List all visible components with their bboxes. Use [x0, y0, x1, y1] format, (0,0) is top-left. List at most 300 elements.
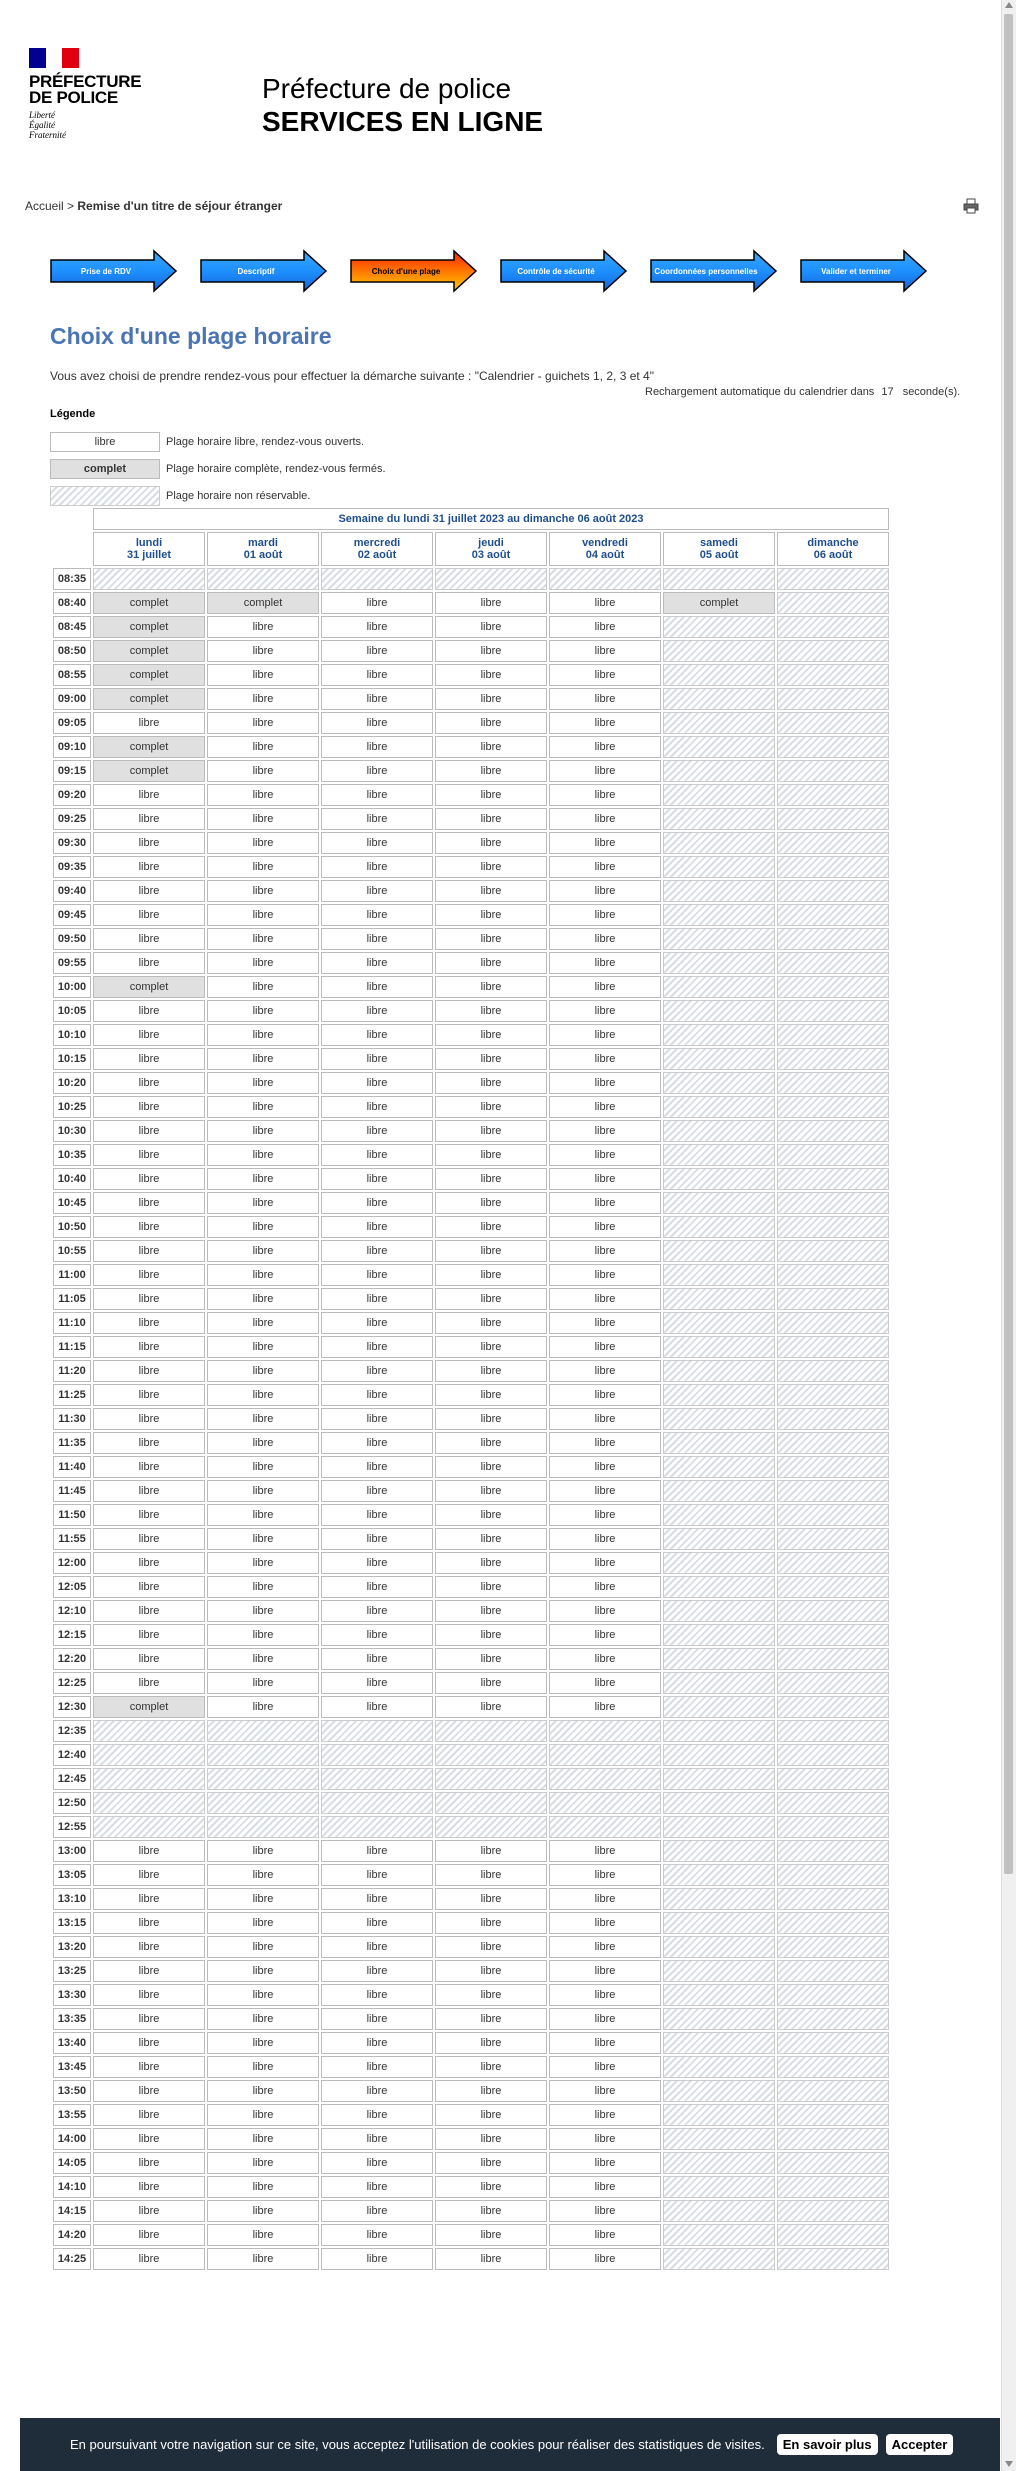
slot-libre[interactable]: libre [93, 1576, 205, 1598]
slot-libre[interactable]: libre [93, 1072, 205, 1094]
slot-libre[interactable]: libre [207, 1936, 319, 1958]
slot-libre[interactable]: libre [549, 808, 661, 830]
slot-libre[interactable]: libre [435, 1432, 547, 1454]
slot-libre[interactable]: libre [207, 1360, 319, 1382]
slot-libre[interactable]: libre [321, 1552, 433, 1574]
slot-libre[interactable]: libre [435, 616, 547, 638]
slot-libre[interactable]: libre [435, 2080, 547, 2102]
slot-libre[interactable]: libre [207, 2152, 319, 2174]
slot-libre[interactable]: libre [435, 1600, 547, 1622]
slot-libre[interactable]: libre [93, 1408, 205, 1430]
slot-libre[interactable]: libre [207, 2104, 319, 2126]
slot-libre[interactable]: libre [549, 640, 661, 662]
slot-libre[interactable]: libre [549, 1600, 661, 1622]
slot-libre[interactable]: libre [435, 1936, 547, 1958]
slot-libre[interactable]: libre [549, 760, 661, 782]
slot-libre[interactable]: libre [207, 1480, 319, 1502]
slot-libre[interactable]: libre [321, 1264, 433, 1286]
slot-libre[interactable]: libre [549, 832, 661, 854]
slot-libre[interactable]: libre [549, 1456, 661, 1478]
slot-libre[interactable]: libre [435, 1360, 547, 1382]
slot-libre[interactable]: libre [321, 1384, 433, 1406]
slot-libre[interactable]: libre [93, 880, 205, 902]
slot-libre[interactable]: libre [207, 2128, 319, 2150]
slot-libre[interactable]: libre [435, 1840, 547, 1862]
slot-libre[interactable]: libre [549, 1264, 661, 1286]
slot-libre[interactable]: libre [435, 1864, 547, 1886]
slot-libre[interactable]: libre [549, 1696, 661, 1718]
slot-libre[interactable]: libre [435, 736, 547, 758]
slot-libre[interactable]: libre [93, 832, 205, 854]
slot-libre[interactable]: libre [321, 1888, 433, 1910]
slot-libre[interactable]: libre [549, 1360, 661, 1382]
slot-libre[interactable]: libre [93, 1168, 205, 1190]
slot-libre[interactable]: libre [93, 1048, 205, 1070]
slot-libre[interactable]: libre [435, 2248, 547, 2270]
slot-libre[interactable]: libre [549, 688, 661, 710]
slot-libre[interactable]: libre [435, 1384, 547, 1406]
slot-libre[interactable]: libre [549, 2032, 661, 2054]
slot-libre[interactable]: libre [207, 1504, 319, 1526]
slot-libre[interactable]: libre [549, 2128, 661, 2150]
slot-libre[interactable]: libre [207, 976, 319, 998]
slot-libre[interactable]: libre [93, 1624, 205, 1646]
slot-libre[interactable]: libre [321, 856, 433, 878]
slot-libre[interactable]: libre [435, 1696, 547, 1718]
slot-libre[interactable]: libre [207, 1672, 319, 1694]
slot-libre[interactable]: libre [321, 616, 433, 638]
slot-libre[interactable]: libre [321, 1576, 433, 1598]
slot-libre[interactable]: libre [321, 2200, 433, 2222]
slot-libre[interactable]: libre [435, 880, 547, 902]
slot-libre[interactable]: libre [207, 1624, 319, 1646]
slot-libre[interactable]: libre [321, 1480, 433, 1502]
slot-libre[interactable]: libre [435, 1336, 547, 1358]
slot-libre[interactable]: libre [207, 664, 319, 686]
slot-libre[interactable]: libre [93, 784, 205, 806]
slot-libre[interactable]: libre [435, 1648, 547, 1670]
slot-libre[interactable]: libre [435, 904, 547, 926]
slot-libre[interactable]: libre [321, 2224, 433, 2246]
slot-libre[interactable]: libre [93, 1504, 205, 1526]
slot-libre[interactable]: libre [321, 1168, 433, 1190]
printer-icon[interactable] [963, 198, 979, 214]
slot-libre[interactable]: libre [207, 1528, 319, 1550]
slot-libre[interactable]: libre [321, 1072, 433, 1094]
slot-libre[interactable]: libre [93, 1384, 205, 1406]
slot-libre[interactable]: libre [321, 1120, 433, 1142]
slot-libre[interactable]: libre [435, 1264, 547, 1286]
slot-libre[interactable]: libre [207, 712, 319, 734]
slot-libre[interactable]: libre [321, 2080, 433, 2102]
slot-libre[interactable]: libre [435, 928, 547, 950]
slot-libre[interactable]: libre [207, 2008, 319, 2030]
slot-libre[interactable]: libre [93, 2056, 205, 2078]
slot-libre[interactable]: libre [207, 1384, 319, 1406]
slot-libre[interactable]: libre [321, 1960, 433, 1982]
slot-libre[interactable]: libre [549, 1648, 661, 1670]
slot-libre[interactable]: libre [549, 664, 661, 686]
slot-libre[interactable]: libre [549, 1984, 661, 2006]
slot-libre[interactable]: libre [321, 976, 433, 998]
slot-libre[interactable]: libre [435, 2152, 547, 2174]
slot-libre[interactable]: libre [93, 1240, 205, 1262]
slot-libre[interactable]: libre [207, 880, 319, 902]
slot-libre[interactable]: libre [435, 784, 547, 806]
slot-libre[interactable]: libre [435, 2056, 547, 2078]
slot-libre[interactable]: libre [93, 2080, 205, 2102]
slot-libre[interactable]: libre [549, 1432, 661, 1454]
slot-libre[interactable]: libre [207, 688, 319, 710]
slot-libre[interactable]: libre [435, 1288, 547, 1310]
slot-libre[interactable]: libre [93, 2008, 205, 2030]
slot-libre[interactable]: libre [93, 2104, 205, 2126]
slot-libre[interactable]: libre [207, 616, 319, 638]
slot-libre[interactable]: libre [93, 1264, 205, 1286]
slot-libre[interactable]: libre [435, 2176, 547, 2198]
slot-libre[interactable]: libre [549, 1912, 661, 1934]
scroll-down-arrow-icon[interactable] [1005, 2461, 1013, 2467]
slot-libre[interactable]: libre [93, 1336, 205, 1358]
slot-libre[interactable]: libre [207, 1048, 319, 1070]
slot-libre[interactable]: libre [207, 1120, 319, 1142]
slot-libre[interactable]: libre [321, 2248, 433, 2270]
slot-libre[interactable]: libre [207, 1264, 319, 1286]
slot-libre[interactable]: libre [435, 2032, 547, 2054]
slot-libre[interactable]: libre [549, 2152, 661, 2174]
slot-libre[interactable]: libre [549, 1288, 661, 1310]
slot-libre[interactable]: libre [207, 1192, 319, 1214]
slot-libre[interactable]: libre [321, 1240, 433, 1262]
slot-libre[interactable]: libre [435, 856, 547, 878]
slot-libre[interactable]: libre [93, 1840, 205, 1862]
slot-libre[interactable]: libre [207, 1696, 319, 1718]
slot-libre[interactable]: libre [549, 2080, 661, 2102]
slot-libre[interactable]: libre [207, 1600, 319, 1622]
slot-libre[interactable]: libre [549, 856, 661, 878]
slot-libre[interactable]: libre [321, 1216, 433, 1238]
slot-libre[interactable]: libre [93, 1216, 205, 1238]
slot-libre[interactable]: libre [207, 2032, 319, 2054]
slot-libre[interactable]: libre [321, 808, 433, 830]
slot-libre[interactable]: libre [549, 1024, 661, 1046]
slot-libre[interactable]: libre [549, 1936, 661, 1958]
slot-libre[interactable]: libre [549, 1336, 661, 1358]
slot-libre[interactable]: libre [435, 1888, 547, 1910]
slot-libre[interactable]: libre [93, 1864, 205, 1886]
accept-cookies-button[interactable]: Accepter [886, 2434, 954, 2455]
slot-libre[interactable]: libre [321, 1288, 433, 1310]
slot-libre[interactable]: libre [549, 2008, 661, 2030]
slot-libre[interactable]: libre [435, 1072, 547, 1094]
slot-libre[interactable]: libre [549, 1504, 661, 1526]
slot-libre[interactable]: libre [93, 1144, 205, 1166]
slot-libre[interactable]: libre [321, 688, 433, 710]
slot-libre[interactable]: libre [549, 1192, 661, 1214]
slot-libre[interactable]: libre [435, 1240, 547, 1262]
slot-libre[interactable]: libre [321, 904, 433, 926]
slot-libre[interactable]: libre [207, 2224, 319, 2246]
slot-libre[interactable]: libre [321, 2176, 433, 2198]
slot-libre[interactable]: libre [549, 2200, 661, 2222]
slot-libre[interactable]: libre [549, 2176, 661, 2198]
slot-libre[interactable]: libre [435, 1408, 547, 1430]
slot-libre[interactable]: libre [93, 1984, 205, 2006]
slot-libre[interactable]: libre [321, 1024, 433, 1046]
slot-libre[interactable]: libre [207, 736, 319, 758]
slot-libre[interactable]: libre [321, 664, 433, 686]
step-5[interactable] [650, 249, 778, 293]
slot-libre[interactable]: libre [93, 1096, 205, 1118]
slot-libre[interactable]: libre [435, 1048, 547, 1070]
slot-libre[interactable]: libre [207, 1000, 319, 1022]
slot-libre[interactable]: libre [207, 952, 319, 974]
slot-libre[interactable]: libre [435, 1456, 547, 1478]
slot-libre[interactable]: libre [321, 2008, 433, 2030]
slot-libre[interactable]: libre [321, 1528, 433, 1550]
slot-libre[interactable]: libre [207, 856, 319, 878]
step-4[interactable] [500, 249, 628, 293]
slot-libre[interactable]: libre [321, 1648, 433, 1670]
slot-libre[interactable]: libre [93, 856, 205, 878]
prefecture-logo[interactable] [29, 48, 149, 140]
slot-libre[interactable]: libre [549, 736, 661, 758]
slot-libre[interactable]: libre [321, 1864, 433, 1886]
slot-libre[interactable]: libre [549, 2056, 661, 2078]
slot-libre[interactable]: libre [321, 2152, 433, 2174]
slot-libre[interactable]: libre [321, 1096, 433, 1118]
slot-libre[interactable]: libre [93, 2152, 205, 2174]
slot-libre[interactable]: libre [435, 976, 547, 998]
slot-libre[interactable]: libre [549, 1672, 661, 1694]
slot-libre[interactable]: libre [435, 1144, 547, 1166]
slot-libre[interactable]: libre [549, 1864, 661, 1886]
slot-libre[interactable]: libre [207, 1888, 319, 1910]
slot-libre[interactable]: libre [93, 2200, 205, 2222]
slot-libre[interactable]: libre [321, 1000, 433, 1022]
slot-libre[interactable]: libre [93, 1528, 205, 1550]
slot-libre[interactable]: libre [207, 2056, 319, 2078]
slot-libre[interactable]: libre [93, 1120, 205, 1142]
slot-libre[interactable]: libre [207, 1984, 319, 2006]
slot-libre[interactable]: libre [549, 1240, 661, 1262]
slot-libre[interactable]: libre [321, 1672, 433, 1694]
slot-libre[interactable]: libre [549, 952, 661, 974]
slot-libre[interactable]: libre [321, 1600, 433, 1622]
slot-libre[interactable]: libre [207, 2200, 319, 2222]
scroll-thumb[interactable] [1004, 14, 1013, 1874]
slot-libre[interactable]: libre [435, 1552, 547, 1574]
slot-libre[interactable]: libre [93, 1312, 205, 1334]
slot-libre[interactable]: libre [93, 2224, 205, 2246]
slot-libre[interactable]: libre [93, 2032, 205, 2054]
slot-libre[interactable]: libre [93, 1888, 205, 1910]
slot-libre[interactable]: libre [435, 1192, 547, 1214]
slot-libre[interactable]: libre [207, 2176, 319, 2198]
slot-libre[interactable]: libre [549, 1480, 661, 1502]
slot-libre[interactable]: libre [549, 1384, 661, 1406]
slot-libre[interactable]: libre [207, 2248, 319, 2270]
slot-libre[interactable]: libre [207, 1864, 319, 1886]
slot-libre[interactable]: libre [435, 808, 547, 830]
slot-libre[interactable]: libre [435, 2224, 547, 2246]
slot-libre[interactable]: libre [435, 688, 547, 710]
slot-libre[interactable]: libre [435, 1960, 547, 1982]
slot-libre[interactable]: libre [549, 880, 661, 902]
slot-libre[interactable]: libre [207, 1408, 319, 1430]
slot-libre[interactable]: libre [321, 880, 433, 902]
slot-libre[interactable]: libre [321, 1312, 433, 1334]
slot-libre[interactable]: libre [321, 1504, 433, 1526]
slot-libre[interactable]: libre [207, 832, 319, 854]
slot-libre[interactable]: libre [207, 1168, 319, 1190]
slot-libre[interactable]: libre [207, 760, 319, 782]
slot-libre[interactable]: libre [549, 2104, 661, 2126]
slot-libre[interactable]: libre [93, 904, 205, 926]
slot-libre[interactable]: libre [321, 2056, 433, 2078]
slot-libre[interactable]: libre [321, 952, 433, 974]
slot-libre[interactable]: libre [93, 1672, 205, 1694]
slot-libre[interactable]: libre [207, 904, 319, 926]
slot-libre[interactable]: libre [93, 1024, 205, 1046]
slot-libre[interactable]: libre [435, 1528, 547, 1550]
slot-libre[interactable]: libre [93, 1288, 205, 1310]
slot-libre[interactable]: libre [93, 1600, 205, 1622]
slot-libre[interactable]: libre [207, 1576, 319, 1598]
slot-libre[interactable]: libre [321, 1840, 433, 1862]
slot-libre[interactable]: libre [435, 760, 547, 782]
slot-libre[interactable]: libre [435, 1984, 547, 2006]
slot-libre[interactable]: libre [321, 784, 433, 806]
slot-libre[interactable]: libre [549, 1048, 661, 1070]
slot-libre[interactable]: libre [435, 1168, 547, 1190]
slot-libre[interactable]: libre [93, 1936, 205, 1958]
slot-libre[interactable]: libre [435, 2104, 547, 2126]
slot-libre[interactable]: libre [321, 1048, 433, 1070]
slot-libre[interactable]: libre [207, 1096, 319, 1118]
slot-libre[interactable]: libre [549, 1216, 661, 1238]
slot-libre[interactable]: libre [321, 760, 433, 782]
slot-libre[interactable]: libre [207, 1312, 319, 1334]
slot-libre[interactable]: libre [207, 784, 319, 806]
slot-libre[interactable]: libre [93, 1360, 205, 1382]
slot-libre[interactable]: libre [435, 1216, 547, 1238]
slot-libre[interactable]: libre [207, 1024, 319, 1046]
slot-libre[interactable]: libre [549, 1528, 661, 1550]
slot-libre[interactable]: libre [207, 1552, 319, 1574]
slot-libre[interactable]: libre [435, 1624, 547, 1646]
slot-libre[interactable]: libre [435, 664, 547, 686]
slot-libre[interactable]: libre [321, 928, 433, 950]
slot-libre[interactable]: libre [321, 832, 433, 854]
slot-libre[interactable]: libre [549, 712, 661, 734]
slot-libre[interactable]: libre [93, 2248, 205, 2270]
slot-libre[interactable]: libre [549, 1408, 661, 1430]
slot-libre[interactable]: libre [435, 1000, 547, 1022]
scroll-up-arrow-icon[interactable] [1005, 2, 1013, 8]
slot-libre[interactable]: libre [93, 2128, 205, 2150]
slot-libre[interactable]: libre [435, 1096, 547, 1118]
slot-libre[interactable]: libre [549, 928, 661, 950]
slot-libre[interactable]: libre [207, 1072, 319, 1094]
slot-libre[interactable]: libre [549, 1552, 661, 1574]
slot-libre[interactable]: libre [207, 2080, 319, 2102]
slot-libre[interactable]: libre [321, 2104, 433, 2126]
slot-libre[interactable]: libre [549, 1168, 661, 1190]
slot-libre[interactable]: libre [321, 1696, 433, 1718]
slot-libre[interactable]: libre [93, 712, 205, 734]
slot-libre[interactable]: libre [435, 712, 547, 734]
slot-libre[interactable]: libre [321, 712, 433, 734]
slot-libre[interactable]: libre [207, 1648, 319, 1670]
slot-libre[interactable]: libre [93, 1960, 205, 1982]
step-6[interactable] [800, 249, 928, 293]
slot-libre[interactable]: libre [435, 952, 547, 974]
slot-libre[interactable]: libre [435, 2128, 547, 2150]
slot-libre[interactable]: libre [435, 1312, 547, 1334]
breadcrumb-home-link[interactable]: Accueil [25, 199, 64, 213]
slot-libre[interactable]: libre [207, 1288, 319, 1310]
slot-libre[interactable]: libre [321, 1624, 433, 1646]
page-scrollbar[interactable] [1001, 0, 1016, 2471]
slot-libre[interactable]: libre [93, 1552, 205, 1574]
slot-libre[interactable]: libre [321, 1408, 433, 1430]
slot-libre[interactable]: libre [207, 1432, 319, 1454]
slot-libre[interactable]: libre [207, 1240, 319, 1262]
slot-libre[interactable]: libre [207, 1336, 319, 1358]
slot-libre[interactable]: libre [207, 1912, 319, 1934]
slot-libre[interactable]: libre [93, 1648, 205, 1670]
slot-libre[interactable]: libre [549, 1000, 661, 1022]
slot-libre[interactable]: libre [207, 1840, 319, 1862]
slot-libre[interactable]: libre [93, 1480, 205, 1502]
slot-libre[interactable]: libre [435, 1504, 547, 1526]
slot-libre[interactable]: libre [549, 2224, 661, 2246]
slot-libre[interactable]: libre [321, 2032, 433, 2054]
slot-libre[interactable]: libre [549, 1576, 661, 1598]
slot-libre[interactable]: libre [435, 1120, 547, 1142]
slot-libre[interactable]: libre [207, 928, 319, 950]
slot-libre[interactable]: libre [435, 1576, 547, 1598]
slot-libre[interactable]: libre [435, 832, 547, 854]
slot-libre[interactable]: libre [321, 1984, 433, 2006]
slot-libre[interactable]: libre [549, 1960, 661, 1982]
slot-libre[interactable]: libre [435, 2200, 547, 2222]
slot-libre[interactable]: libre [93, 928, 205, 950]
slot-libre[interactable]: libre [549, 592, 661, 614]
learn-more-button[interactable]: En savoir plus [777, 2434, 878, 2455]
step-2[interactable] [200, 249, 328, 293]
slot-libre[interactable]: libre [549, 1840, 661, 1862]
slot-libre[interactable]: libre [435, 592, 547, 614]
slot-libre[interactable]: libre [549, 1312, 661, 1334]
slot-libre[interactable]: libre [321, 1192, 433, 1214]
slot-libre[interactable]: libre [549, 1096, 661, 1118]
slot-libre[interactable]: libre [93, 2176, 205, 2198]
slot-libre[interactable]: libre [93, 1912, 205, 1934]
slot-libre[interactable]: libre [321, 1336, 433, 1358]
slot-libre[interactable]: libre [207, 808, 319, 830]
slot-libre[interactable]: libre [207, 1216, 319, 1238]
slot-libre[interactable]: libre [321, 1912, 433, 1934]
slot-libre[interactable]: libre [321, 592, 433, 614]
slot-libre[interactable]: libre [549, 904, 661, 926]
step-3[interactable] [350, 249, 478, 293]
slot-libre[interactable]: libre [207, 1960, 319, 1982]
slot-libre[interactable]: libre [435, 1024, 547, 1046]
slot-libre[interactable]: libre [549, 2248, 661, 2270]
slot-libre[interactable]: libre [207, 640, 319, 662]
